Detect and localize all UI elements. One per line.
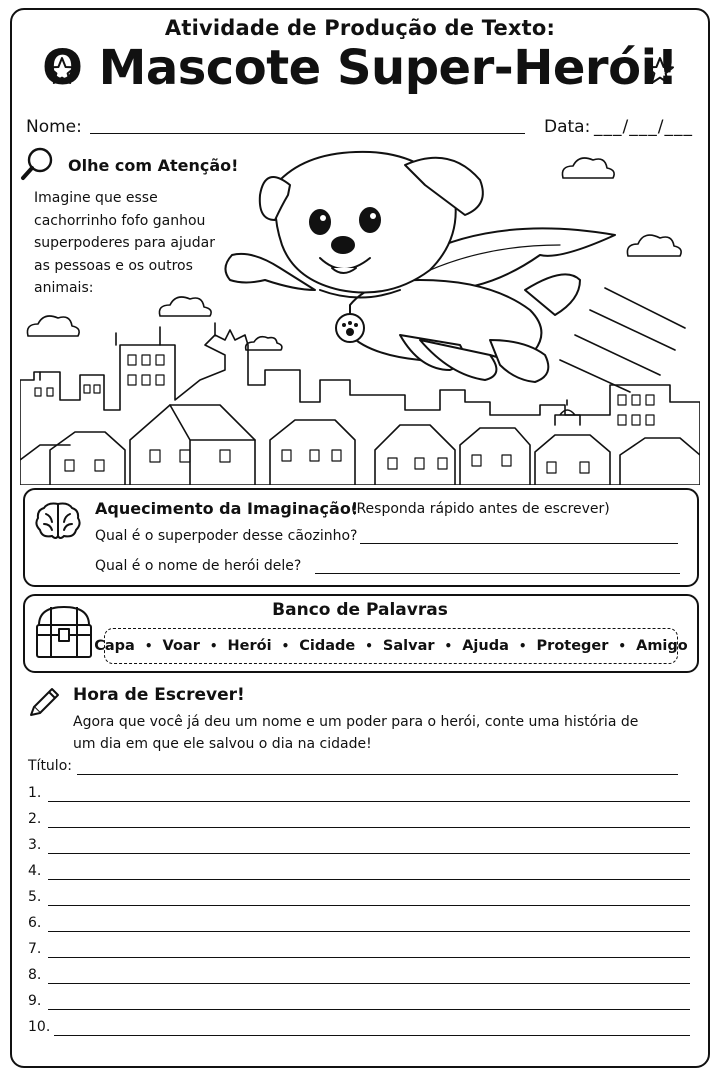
worksheet-title: O Mascote Super-Herói! [42, 40, 678, 96]
word-bank-word: Voar [162, 638, 200, 654]
word-separator: • [281, 639, 290, 653]
word-bank-word: Ajuda [462, 638, 509, 654]
line-rule[interactable] [48, 983, 690, 984]
line-rule[interactable] [48, 931, 690, 932]
word-bank-word: Proteger [536, 638, 609, 654]
word-bank-word: Cidade [299, 638, 356, 654]
city-skyline [20, 323, 700, 485]
word-separator: • [365, 639, 373, 653]
line-number: 9. [28, 993, 42, 1009]
answer-superpower-field[interactable] [360, 543, 678, 544]
word-bank-word: Amigo [636, 638, 688, 654]
look-heading: Olhe com Atenção! [68, 156, 239, 175]
word-separator: • [618, 639, 627, 653]
star-icon [645, 56, 675, 86]
word-bank-heading: Banco de Palavras [272, 600, 448, 620]
writing-line[interactable] [28, 811, 690, 833]
line-number: 8. [28, 967, 42, 983]
line-number: 3. [28, 837, 42, 853]
puppy-hero [225, 152, 615, 382]
story-title-field[interactable] [77, 774, 678, 775]
line-number: 6. [28, 915, 42, 931]
question-hero-name: Qual é o nome de herói dele? [95, 558, 302, 574]
cloud-icon [562, 158, 614, 178]
line-rule[interactable] [48, 853, 690, 854]
line-rule[interactable] [54, 1035, 690, 1036]
word-separator: • [518, 639, 527, 653]
date-field[interactable]: ___/___/___ [594, 117, 693, 137]
line-rule[interactable] [48, 827, 690, 828]
writing-line[interactable] [28, 967, 690, 989]
date-label: Data: [544, 117, 591, 137]
writing-line[interactable] [28, 837, 690, 859]
line-rule[interactable] [48, 879, 690, 880]
name-label: Nome: [26, 117, 82, 137]
name-field[interactable] [90, 133, 525, 134]
pencil-icon [28, 683, 62, 717]
question-superpower: Qual é o superpoder desse cãozinho? [95, 528, 358, 544]
word-bank-word: Capa [94, 638, 135, 654]
writing-line[interactable] [28, 785, 690, 807]
warmup-hint: (Responda rápido antes de escrever) [351, 501, 610, 517]
writing-instructions: Agora que você já deu um nome e um poder para o herói, conte uma história de um dia em que ele salvou o dia na cidade! [73, 714, 639, 752]
line-number: 2. [28, 811, 42, 827]
line-rule[interactable] [48, 957, 690, 958]
writing-line[interactable] [28, 863, 690, 885]
cloud-icon [246, 337, 282, 350]
worksheet-subtitle: Atividade de Produção de Texto: [164, 16, 556, 40]
answer-hero-name-field[interactable] [315, 573, 680, 574]
magnifier-icon [23, 149, 51, 178]
cloud-icon [27, 316, 79, 336]
line-number: 1. [28, 785, 42, 801]
line-number: 10. [28, 1019, 51, 1035]
line-number: 5. [28, 889, 42, 905]
line-rule[interactable] [48, 905, 690, 906]
cloud-icon [627, 235, 681, 256]
story-title-label: Título: [28, 758, 72, 774]
writing-line[interactable] [28, 1019, 690, 1041]
writing-line[interactable] [28, 915, 690, 937]
cloud-icon [159, 297, 211, 316]
word-separator: • [209, 639, 218, 653]
word-bank-word: Salvar [382, 638, 435, 654]
word-bank-list [94, 628, 688, 664]
line-rule[interactable] [48, 1009, 690, 1010]
line-rule[interactable] [48, 801, 690, 802]
word-separator: • [444, 639, 453, 653]
brain-icon [34, 500, 82, 540]
look-instructions: Imagine que esse cachorrinho fofo ganhou superpoderes para ajudar as pessoas e os outros animais: [34, 190, 215, 296]
line-number: 7. [28, 941, 42, 957]
word-bank-word: Herói [227, 638, 272, 654]
writing-line[interactable] [28, 889, 690, 911]
writing-line[interactable] [28, 941, 690, 963]
writing-heading: Hora de Escrever! [73, 685, 245, 705]
line-number: 4. [28, 863, 42, 879]
warmup-heading: Aquecimento da Imaginação! [95, 499, 359, 518]
writing-line[interactable] [28, 993, 690, 1015]
word-separator: • [144, 639, 153, 653]
